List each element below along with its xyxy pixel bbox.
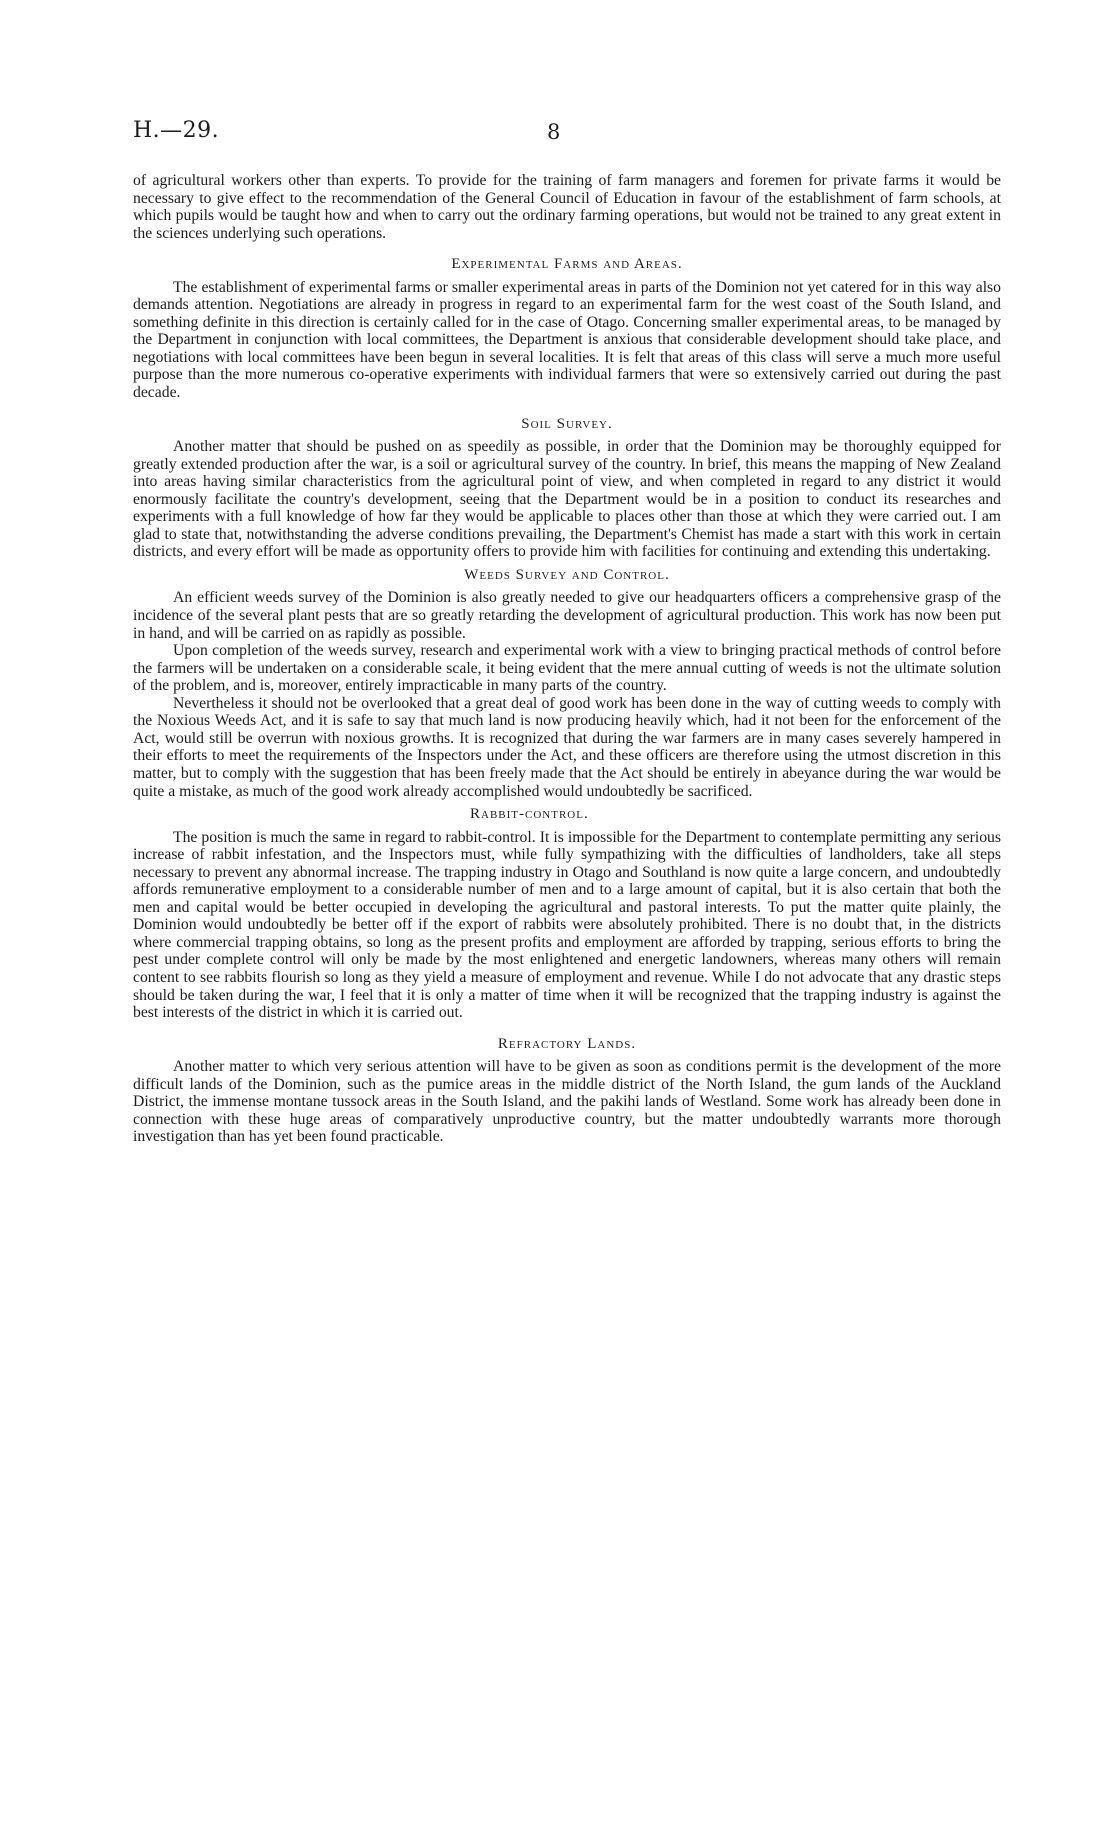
heading-rabbit-control: Rabbit-control. <box>470 806 589 823</box>
heading-experimental-farms: Experimental Farms and Areas. <box>451 256 683 273</box>
paragraph-weeds-survey-3: Nevertheless it should not be overlooked that a great deal of good work has been done in the way of cutting weeds to comply with the Noxious Weeds Act, and it is safe to say that much land is now producing heavily which, had it not been for the enforcement of the Act, would still be overrun with noxious growths. It is recognized that during the war farmers are in many cases severely hampered in their efforts to meet the requirements of the Inspectors under the Act, and these officers are therefore using the utmost discretion in this matter, but to comply with the suggestion that has been freely made that the Act should be entirely in abeyance during the war would be quite a mistake, as much of the good work already accomplished would undoubtedly be sacrificed. <box>133 694 1001 800</box>
body-text <box>133 172 1001 1146</box>
page-header <box>133 118 1003 148</box>
paragraph-soil-survey: Another matter that should be pushed on as speedily as possible, in order that the Dominion may be thoroughly equipped for greatly extended production after the war, is a soil or agricultural survey of the country. In brief, this means the mapping of New Zealand into areas having similar characteristics from the agricultural point of view, and when completed in regard to any district it would enormously facilitate the country's development, seeing that the Department would be in a position to conduct its researches and experiments with a full knowledge of how far they would be applicable to places other than those at which they were carried out. I am glad to state that, notwithstanding the adverse conditions prevailing, the Department's Chemist has made a start with this work in certain districts, and every effort will be made as opportunity offers to provide him with facilities for continuing and extending this undertaking. <box>133 438 1001 561</box>
heading-refractory-lands: Refractory Lands. <box>497 1035 637 1052</box>
paragraph-experimental-farms: The establishment of experimental farms or smaller experimental areas in parts of the Dominion not yet catered for in this way also demands attention. Negotiations are already in progress in regard to an experimental farm for the west coast of the South Island, and something definite in this direction is certainly called for in the case of Otago. Concerning smaller experimental areas, to be managed by the Department in conjunction with local committees, the Department is anxious that considerable development should take place, and negotiations with local committees have been begun in several localities. It is felt that areas of this class will serve a much more useful purpose than the more numerous co-operative experiments with individual farmers that were so extensively carried out during the past decade. <box>133 278 1001 402</box>
heading-soil-survey: Soil Survey. <box>521 415 613 432</box>
paragraph-refractory-lands: Another matter to which very serious attention will have to be given as soon as conditions permit is the development of the more difficult lands of the Dominion, such as the pumice areas in the middle district of the North Island, the gum lands of the Auckland District, the immense montane tussock areas in the South Island, and the pakihi lands of Westland. Some work has already been done in connection with these huge areas of comparatively unproductive country, but the matter undoubtedly warrants more thorough investigation than has yet been found practicable. <box>133 1058 1001 1146</box>
page-number: 8 <box>547 120 561 144</box>
paragraph-continuation: of agricultural workers other than experts. To provide for the training of farm managers and foremen for private farms it would be necessary to give effect to the recommendation of the General Council of Education in favour of the establishment of farm schools, at which pupils would be taught how and when to carry out the ordinary farming operations, but would not be trained to any great extent in the sciences underlying such operations. <box>133 172 1001 242</box>
paragraph-rabbit-control: The position is much the same in regard to rabbit-control. It is impossible for the Department to contemplate permitting any serious increase of rabbit infestation, and the Inspectors must, while fully sympathizing with the difficulties of landholders, take all steps necessary to prevent any abnormal increase. The trapping industry in Otago and Southland is now quite a large concern, and undoubtedly affords remunerative employment to a considerable number of men and to a large amount of capital, but it is also certain that both the men and capital would be better occupied in developing the agricultural and pastoral interests. To put the matter quite plainly, the Dominion would undoubtedly be better off if the export of rabbits were absolutely prohibited. There is no doubt that, in the districts where commercial trapping obtains, so long as the present profits and employment are afforded by trapping, serious efforts to bring the pest under complete control will only be made by the most enlightened and energetic landowners, whereas many others will remain content to see rabbits flourish so long as they yield a measure of employment and revenue. While I do not advocate that any drastic steps should be taken during the war, I feel that it is only a matter of time when it will be recognized that the trapping industry is against the best interests of the district in which it is carried out. <box>133 828 1001 1022</box>
document-id: H.—29. <box>133 118 220 143</box>
heading-weeds-survey: Weeds Survey and Control. <box>464 566 670 583</box>
paragraph-weeds-survey-1: An efficient weeds survey of the Dominion is also greatly needed to give our headquarters officers a comprehensive grasp of the incidence of the several plant pests that are so greatly retarding the development of agricultural production. This work has now been put in hand, and will be carried on as rapidly as possible. <box>133 589 1001 642</box>
paragraph-weeds-survey-2: Upon completion of the weeds survey, research and experimental work with a view to bringing practical methods of control before the farmers will be undertaken on a considerable scale, it being evident that the mere annual cutting of weeds is not the ultimate solution of the problem, and is, moreover, entirely impracticable in many parts of the country. <box>133 642 1001 695</box>
